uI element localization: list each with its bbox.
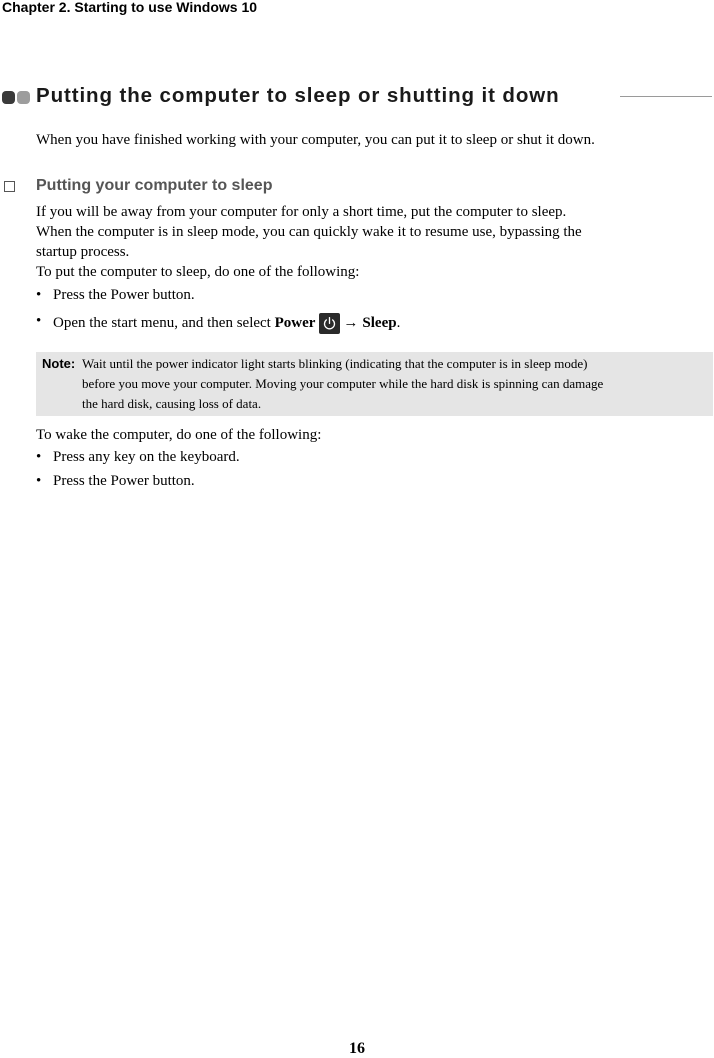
subsection-heading-row (0, 177, 712, 197)
power-label: Power (274, 315, 316, 331)
section-title-row (0, 83, 712, 113)
note-label: Note: (42, 356, 76, 371)
subsection-title: Putting your computer to sleep (36, 177, 273, 194)
body-line: When the computer is in sleep mode, you can quickly wake it to resume use, bypassing the (36, 224, 582, 240)
body-line: To put the computer to sleep, do one of the following: (36, 264, 360, 280)
note-line: before you move your computer. Moving your computer while the hard disk is spinning can damage (82, 376, 604, 391)
section-intro: When you have finished working with your computer, you can put it to sleep or shut it down. (36, 132, 595, 148)
wake-intro: To wake the computer, do one of the following: (36, 427, 322, 443)
list-item-text: Press the Power button. (53, 473, 195, 489)
body-line: startup process. (36, 244, 130, 260)
bullet-dot: • (36, 313, 42, 329)
note-line: the hard disk, causing loss of data. (82, 396, 262, 411)
list-item-text: Press any key on the keyboard. (53, 449, 240, 465)
select-instruction: Open the start menu, and then select (53, 315, 275, 331)
chapter-header: Chapter 2. Starting to use Windows 10 (2, 0, 258, 15)
list-item-text (53, 311, 400, 335)
note-box (36, 352, 713, 416)
arrow-symbol: → (343, 315, 359, 331)
bullet-dot: • (36, 287, 42, 303)
sleep-label: Sleep (362, 315, 397, 331)
note-text (82, 354, 712, 414)
note-line: Wait until the power indicator light starts blinking (indicating that the computer is in sleep mode) (82, 356, 588, 371)
bullet-dot: • (36, 473, 42, 489)
square-bullet-icon (4, 181, 15, 192)
list-item-text: Press the Power button. (53, 287, 195, 303)
page-number: 16 (349, 1040, 365, 1057)
section-title: Putting the computer to sleep or shutting it down (36, 84, 560, 107)
dark-dot-icon (2, 91, 15, 104)
body-line: If you will be away from your computer for only a short time, put the computer to sleep. (36, 204, 567, 220)
bullet-dot: • (36, 449, 42, 465)
power-icon (319, 313, 340, 334)
light-dot-icon (17, 91, 30, 104)
period: . (396, 315, 401, 331)
subsection-body (36, 202, 582, 282)
title-rule (620, 96, 712, 97)
